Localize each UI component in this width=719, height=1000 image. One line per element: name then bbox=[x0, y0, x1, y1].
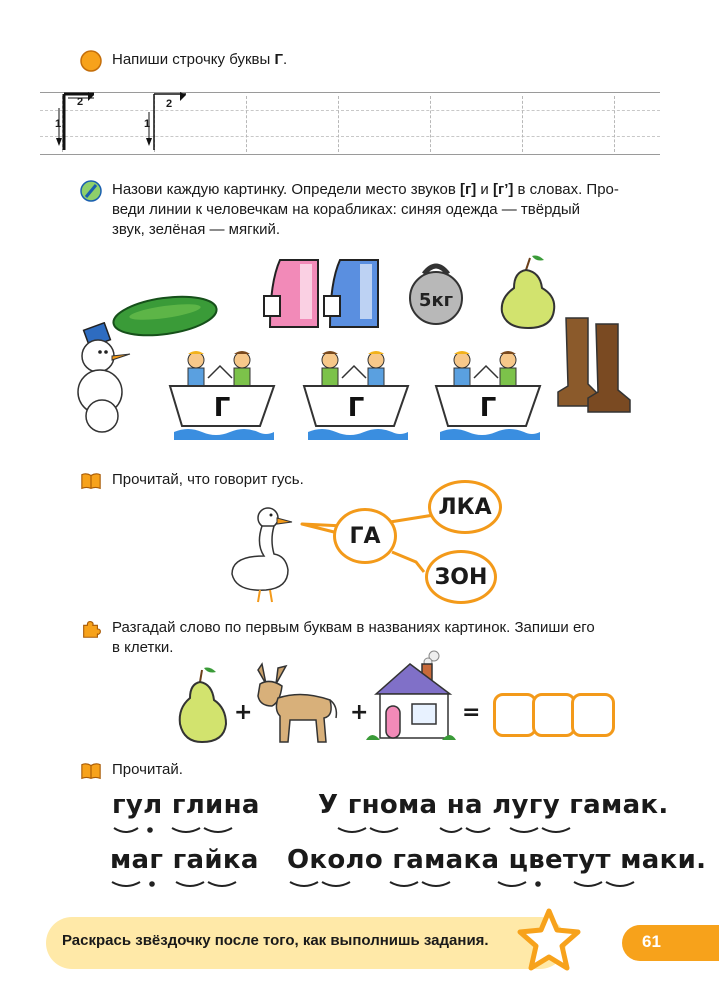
writing-lines[interactable] bbox=[40, 88, 660, 160]
boots-picture bbox=[552, 314, 634, 414]
bubble-ga: ГА bbox=[333, 508, 397, 564]
star-icon[interactable] bbox=[516, 908, 582, 974]
weight-label: 5кг bbox=[418, 290, 454, 311]
boat-3 bbox=[434, 350, 542, 442]
house-picture bbox=[362, 650, 458, 746]
reading-words-2: маг гайка bbox=[110, 845, 259, 875]
task-goose bbox=[80, 470, 304, 492]
stroke-number: 1 bbox=[55, 118, 62, 130]
task-name-pictures-text: Назови каждую картинку. Определи место звуков [г] и [г’] в словах. Про- веди линии к человечкам на корабликах: синяя одежда — твёрдый звук, зелёная — мягкий. bbox=[112, 181, 619, 238]
boat-1 bbox=[168, 350, 276, 442]
syllable-marks-row-2 bbox=[100, 876, 670, 896]
iron-blue-picture bbox=[320, 252, 384, 332]
page-number-tab bbox=[622, 925, 719, 961]
donkey-picture bbox=[252, 662, 342, 746]
goose-picture bbox=[226, 504, 302, 604]
letter-box-2[interactable] bbox=[532, 693, 576, 737]
reading-words-1: гул глина bbox=[112, 790, 260, 820]
letter-box-1[interactable] bbox=[493, 693, 537, 737]
stroke-number: 2 bbox=[77, 96, 84, 108]
bubble-lka: ЛКА bbox=[428, 480, 502, 534]
letter-box-3[interactable] bbox=[571, 693, 615, 737]
syllable-marks-row-1 bbox=[100, 822, 670, 842]
boat-letter: Г bbox=[213, 393, 231, 423]
bubble-zon: ЗОН bbox=[425, 550, 497, 604]
task-goose-text: Прочитай, что говорит гусь. bbox=[112, 471, 304, 488]
task-rebus-text: Разгадай слово по первым буквам в названиях картинок. Запиши его в клетки. bbox=[112, 619, 595, 656]
stroke-number: 1 bbox=[144, 118, 151, 130]
stroke-number: 2 bbox=[166, 98, 173, 110]
page-number: 61 bbox=[642, 932, 661, 951]
pencil-circle-icon bbox=[80, 180, 102, 202]
plus-sign: + bbox=[350, 700, 369, 725]
book-icon bbox=[80, 470, 102, 492]
pear-picture bbox=[494, 252, 560, 330]
footer-instruction: Раскрась звёздочку после того, как выполнишь задания. bbox=[62, 932, 489, 949]
task-write-letter-text: Напиши строчку буквы Г. bbox=[112, 51, 288, 68]
puzzle-icon bbox=[80, 618, 102, 640]
book-icon bbox=[80, 760, 102, 782]
task-write-letter bbox=[80, 50, 287, 72]
plus-sign: + bbox=[234, 700, 253, 725]
equals-sign: = bbox=[462, 700, 481, 725]
reading-sentence-2: Около гамака цветут маки. bbox=[287, 845, 707, 875]
weight-picture bbox=[402, 258, 470, 326]
boat-letter: Г bbox=[347, 393, 365, 423]
snowman-picture bbox=[68, 322, 140, 434]
task-name-pictures bbox=[80, 180, 670, 240]
task-read bbox=[80, 760, 183, 782]
boat-2 bbox=[302, 350, 410, 442]
pear-picture bbox=[174, 666, 230, 746]
orange-circle-icon bbox=[80, 50, 102, 72]
boat-letter: Г bbox=[479, 393, 497, 423]
reading-sentence-1: У гнома на лугу гамак. bbox=[318, 790, 669, 820]
iron-pink-picture bbox=[260, 252, 324, 332]
task-read-text: Прочитай. bbox=[112, 761, 183, 778]
